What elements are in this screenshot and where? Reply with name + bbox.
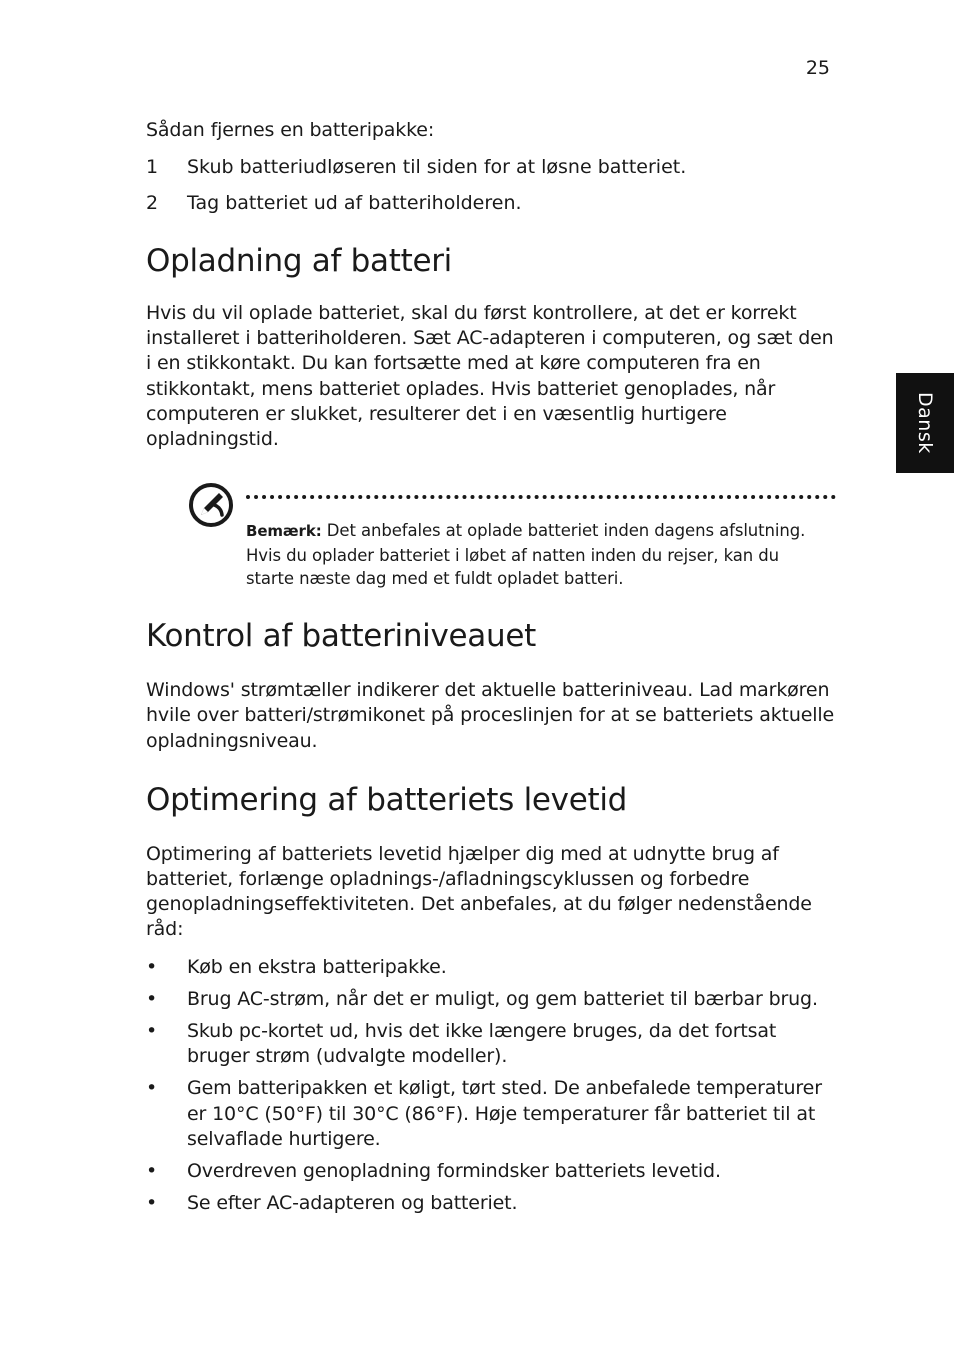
list-item-text: Køb en ekstra batteripakke. xyxy=(187,955,447,978)
page-content xyxy=(146,118,836,1223)
list-item xyxy=(146,1076,836,1152)
bullet: • xyxy=(146,987,158,1010)
note-box xyxy=(146,480,836,590)
step-number: 1 xyxy=(146,156,159,178)
step-item xyxy=(146,191,836,216)
list-item-text: Brug AC-strøm, når det er muligt, og gem batteriet til bærbar brug. xyxy=(187,987,818,1010)
note-body: Det anbefales at oplade batteriet inden dagens afslutning. Hvis du oplader batteriet i løbet af natten inden du rejser, kan du starte næste dag med et fuldt opladet batteri. xyxy=(246,521,806,588)
section-heading-lifetime: Optimering af batteriets levetid xyxy=(146,781,628,818)
list-item xyxy=(146,1191,836,1216)
note-pen-icon xyxy=(188,482,234,528)
section-body-charging: Hvis du vil oplade batteriet, skal du først kontrollere, at det er korrekt installeret i batteriholderen. Sæt AC-adapteren i computeren, og sæt den i en stikkontakt. Du kan fortsætte med at køre computeren fra en stikkontakt, mens batteriet oplades. Hvis batteriet genoplades, når computeren er slukket, resulterer det i en væsentlig hurtigere opladningstid. xyxy=(146,302,834,451)
language-tab xyxy=(896,373,954,473)
section-heading-level: Kontrol af batteriniveauet xyxy=(146,618,536,655)
tips-list xyxy=(146,955,836,1217)
page-number: 25 xyxy=(805,57,830,79)
list-item-text: Skub pc-kortet ud, hvis det ikke længere bruges, da det fortsat bruger strøm (udvalgte modeller). xyxy=(187,1020,777,1068)
list-item-text: Overdreven genopladning formindsker batteriets levetid. xyxy=(187,1160,721,1183)
step-item xyxy=(146,155,836,180)
note-divider xyxy=(246,495,836,499)
intro-text: Sådan fjernes en batteripakke: xyxy=(146,119,435,141)
section-body-lifetime: Optimering af batteriets levetid hjælper dig med at udnytte brug af batteriet, forlænge opladnings-/afladningscyklussen og forbedre genopladningseffektiviteten. Det anbefales, at du følger nedenstående råd: xyxy=(146,842,812,941)
list-item xyxy=(146,1159,836,1184)
note-label: Bemærk: xyxy=(246,522,322,541)
note-text xyxy=(246,519,826,590)
list-item xyxy=(146,987,836,1012)
bullet: • xyxy=(146,1160,158,1183)
step-text: Tag batteriet ud af batteriholderen. xyxy=(187,192,522,214)
section-heading-charging: Opladning af batteri xyxy=(146,243,452,279)
removal-steps xyxy=(146,155,836,216)
list-item-text: Gem batteripakken et køligt, tørt sted. De anbefalede temperaturer er 10°C (50°F) til 30°C (86°F). Høje temperaturer får batteriet til at selvaflade hurtigere. xyxy=(187,1077,822,1150)
bullet: • xyxy=(146,1192,158,1215)
bullet: • xyxy=(146,1020,158,1043)
step-text: Skub batteriudløseren til siden for at løsne batteriet. xyxy=(187,156,687,178)
list-item xyxy=(146,955,836,980)
section-body-level: Windows' strømtæller indikerer det aktuelle batteriniveau. Lad markøren hvile over batteri/strømikonet på proceslinjen for at se batteriets aktuelle opladningsniveau. xyxy=(146,679,835,752)
bullet: • xyxy=(146,955,158,978)
language-tab-label: Dansk xyxy=(914,392,936,454)
bullet: • xyxy=(146,1077,158,1100)
step-number: 2 xyxy=(146,192,159,214)
list-item xyxy=(146,1019,836,1069)
list-item-text: Se efter AC-adapteren og batteriet. xyxy=(187,1192,518,1215)
